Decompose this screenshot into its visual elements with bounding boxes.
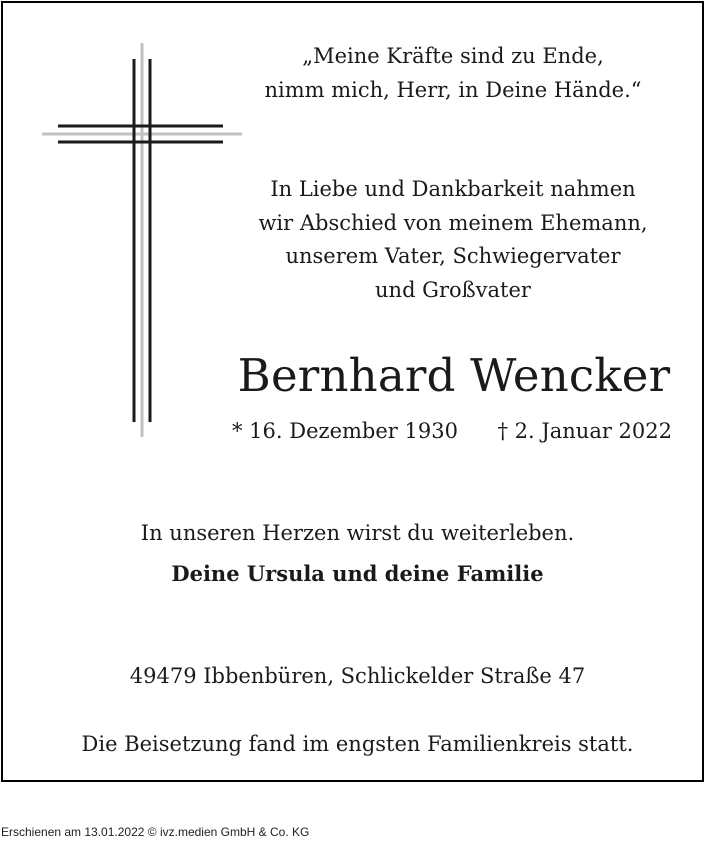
burial-note: Die Beisetzung fand im engsten Familienkreis statt. (81, 732, 634, 756)
intro-line: und Großvater (375, 277, 531, 302)
intro-block (243, 173, 663, 307)
intro-line: wir Abschied von meinem Ehemann, (258, 210, 648, 235)
quote-line: „Meine Kräfte sind zu Ende, (302, 44, 604, 68)
cross-icon (3, 3, 263, 463)
intro-line: unserem Vater, Schwiegervater (285, 244, 621, 268)
birth-date: * 16. Dezember 1930 (232, 419, 458, 443)
farewell-line: In unseren Herzen wirst du weiterleben. (140, 521, 575, 545)
intro-line: In Liebe und Dankbarkeit nahmen (270, 177, 636, 201)
deceased-name: Bernhard Wencker (237, 349, 671, 402)
obituary-frame (1, 1, 704, 782)
quote-block (243, 39, 663, 107)
address-line: 49479 Ibbenbüren, Schlickelder Straße 47 (129, 664, 586, 688)
life-dates (232, 415, 672, 447)
signature-line: Deine Ursula und deine Familie (171, 561, 544, 586)
quote-line: nimm mich, Herr, in Deine Hände.“ (264, 78, 642, 102)
publication-footer: Erschienen am 13.01.2022 © ivz.medien GmbH & Co. KG (1, 825, 310, 839)
death-date: † 2. Januar 2022 (497, 419, 672, 443)
